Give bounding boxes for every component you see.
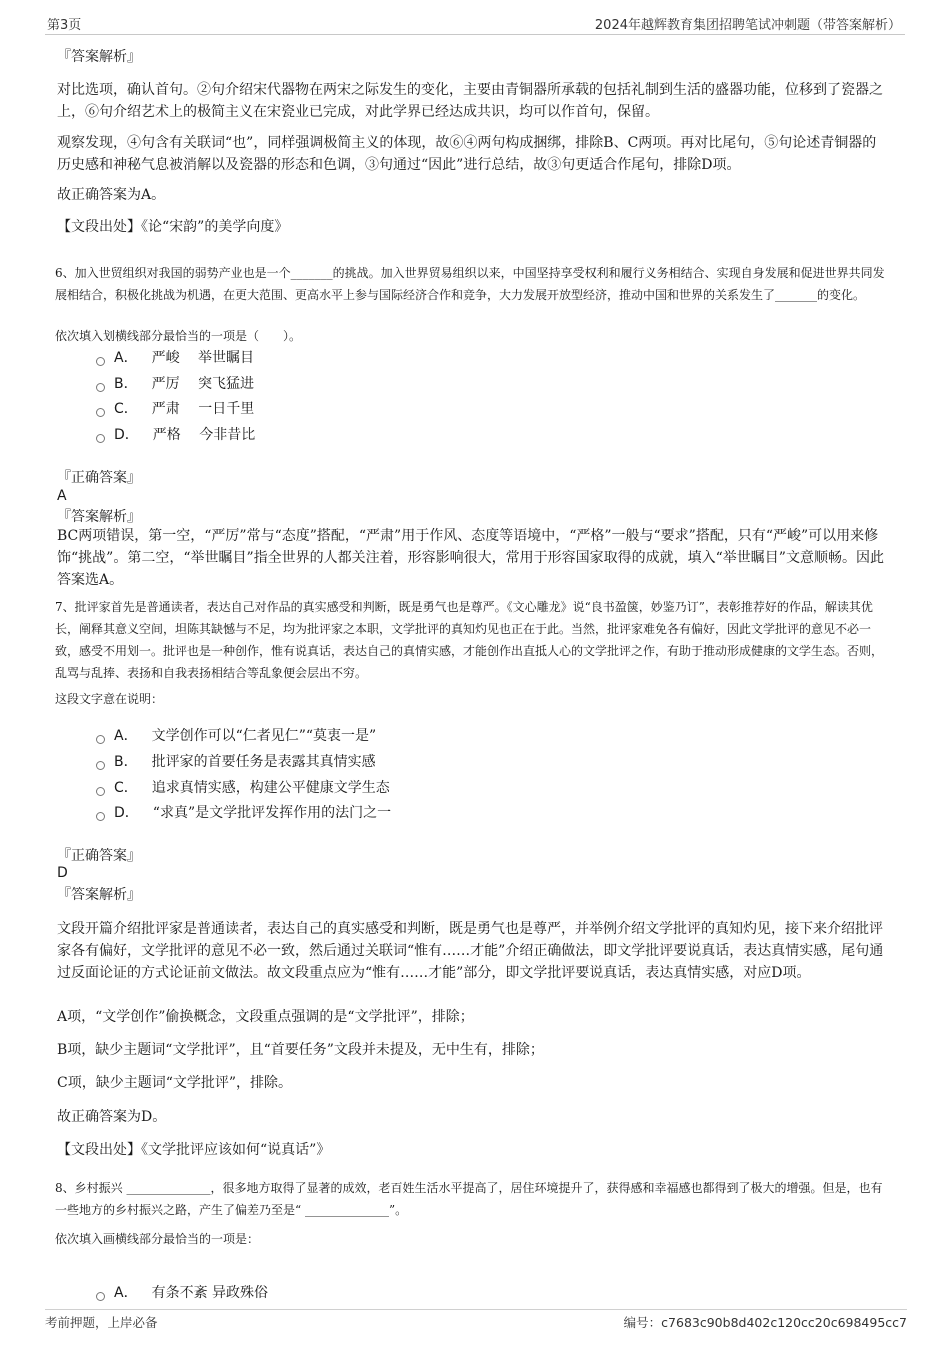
- radio-icon[interactable]: [96, 761, 105, 770]
- q6-analysis: BC两项错误，第一空，“严厉”常与“态度”搭配，“严肃”用于作风、态度等语境中，“严格”一般与“要求”搭配，只有“严峻”可以用来修饰“挑战”。第二空，“举世瞩目”指全世界的人都关注着，形容影响很大，常用于形容国家取得的成就，填入“举世瞩目”文意顺畅。因此答案选A。: [57, 528, 884, 588]
- radio-icon[interactable]: [96, 408, 105, 417]
- q5-analysis-para1: 对比选项，确认首句。②句介绍宋代器物在两宋之际发生的变化，主要由青铜器所承载的包括礼制到生活的盛器功能，位移到了瓷器之上，⑥句介绍艺术上的极简主义在宋瓷业已完成，对此学界已经达成共识，均可以作首句，保留。: [57, 82, 883, 120]
- q7-option-a[interactable]: A． 文学创作可以“仁者见仁”“莫衷一是”: [96, 726, 376, 746]
- radio-icon[interactable]: [96, 735, 105, 744]
- q7-option-c[interactable]: C． 追求真情实感，构建公平健康文学生态: [96, 778, 390, 798]
- q6-prompt: 依次填入划横线部分最恰当的一项是（ ）。: [55, 329, 302, 343]
- footer-divider: [45, 1309, 907, 1310]
- radio-icon[interactable]: [96, 434, 105, 443]
- q7-note-c: C项，缺少主题词“文学批评”，排除。: [57, 1075, 293, 1091]
- page-number: 第3页: [47, 18, 82, 33]
- q7-prompt: 这段文字意在说明：: [55, 692, 164, 706]
- document-title: 2024年越辉教育集团招聘笔试冲刺题（带答案解析）: [594, 18, 901, 33]
- q7-conclusion: 故正确答案为D。: [57, 1109, 167, 1125]
- radio-icon[interactable]: [96, 812, 105, 821]
- q7-note-a: A项，“文学创作”偷换概念，文段重点强调的是“文学批评”，排除；: [57, 1009, 474, 1025]
- q7-analysis-label: 『答案解析』: [57, 887, 141, 903]
- q7-analysis: 文段开篇介绍批评家是普通读者，表达自己的真实感受和判断，既是勇气也是尊严，并举例介绍文学批评的真知灼见，接下来介绍批评家各有偏好，文学批评的意见不必一致，然后通过关联词“惟有……才能”介绍正确做法，即文学批评要说真话，表达真情实感，尾句通过反面论证的方式论证前文做法。故文段重点应为“惟有……才能”部分，即文学批评要说真话，表达真情实感，对应D项。: [57, 921, 884, 981]
- q7-stem: 7、批评家首先是普通读者，表达自己对作品的真实感受和判断，既是勇气也是尊严。《文心雕龙》说“良书盈箧，妙鉴乃订”，表彰推荐好的作品，解读其优长，阐释其意义空间，坦陈其缺憾与不足，均为批评家之本职，文学批评的真知灼见也正在于此。当然，批评家难免各有偏好，因此文学批评的意见不必一致，感受不用划一。批评也是一种创作，惟有说真话，表达自己的真情实感，才能创作出直抵人心的文学批评之作，有助于推动形成健康的文学生态。否则，乱骂与乱捧、表扬和自我表扬相结合等乱象便会层出不穷。: [55, 600, 884, 680]
- radio-icon[interactable]: [96, 787, 105, 796]
- q6-option-c[interactable]: C． 严肃 一日千里: [96, 399, 254, 419]
- q7-option-b[interactable]: B． 批评家的首要任务是表露其真情实感: [96, 752, 376, 772]
- q5-source: 【文段出处】《论“宋韵”的美学向度》: [57, 219, 289, 235]
- q8-prompt: 依次填入画横线部分最恰当的一项是：: [55, 1232, 260, 1246]
- footer-slogan: 考前押题，上岸必备: [45, 1315, 158, 1330]
- q7-source: 【文段出处】《文学批评应该如何“说真话”》: [57, 1142, 331, 1158]
- radio-icon[interactable]: [96, 383, 105, 392]
- q6-option-d[interactable]: D． 严格 今非昔比: [96, 425, 255, 445]
- q5-analysis-label: 『答案解析』: [57, 49, 141, 65]
- q7-answer: D: [57, 865, 68, 881]
- q8-stem: 8、乡村振兴 ______________，很多地方取得了显著的成效，老百姓生活水平提高了，居住环境提升了，获得感和幸福感也都得到了极大的增强。但是，也有一些地方的乡村振兴之路，产生了偏差乃至是“ ______________”。: [55, 1181, 883, 1217]
- document-code: 编号：c7683c90b8d402c120cc20c698495cc7: [623, 1315, 907, 1330]
- q6-option-a[interactable]: A． 严峻 举世瞩目: [96, 348, 254, 368]
- q6-answer-label: 『正确答案』: [57, 470, 141, 486]
- radio-icon[interactable]: [96, 357, 105, 366]
- q7-option-d[interactable]: D． “求真”是文学批评发挥作用的法门之一: [96, 803, 391, 823]
- page-footer: [45, 1313, 907, 1333]
- q6-analysis-label: 『答案解析』: [57, 509, 141, 525]
- q5-conclusion: 故正确答案为A。: [57, 187, 166, 203]
- page-header: [45, 14, 905, 34]
- q8-option-a[interactable]: A． 有条不紊 异政殊俗: [96, 1283, 268, 1303]
- q6-option-b[interactable]: B． 严厉 突飞猛进: [96, 374, 254, 394]
- q6-answer: A: [57, 488, 67, 504]
- q5-analysis-para2: 观察发现，④句含有关联词“也”，同样强调极简主义的体现，故⑥④两句构成捆绑，排除B、C两项。再对比尾句，⑤句论述青铜器的历史感和神秘气息被消解以及瓷器的形态和色调，③句通过“因此”进行总结，故③句更适合作尾句，排除D项。: [57, 135, 877, 173]
- q7-note-b: B项，缺少主题词“文学批评”，且“首要任务”文段并未提及，无中生有，排除；: [57, 1042, 544, 1058]
- q7-answer-label: 『正确答案』: [57, 848, 141, 864]
- header-divider: [45, 34, 905, 35]
- radio-icon[interactable]: [96, 1292, 105, 1301]
- q6-stem: 6、加入世贸组织对我国的弱势产业也是一个_______的挑战。加入世界贸易组织以来，中国坚持享受权利和履行义务相结合、实现自身发展和促进世界共同发展相结合，积极化挑战为机遇，在更大范围、更高水平上参与国际经济合作和竞争，大力发展开放型经济，推动中国和世界的关系发生了_______的变化。: [55, 266, 885, 302]
